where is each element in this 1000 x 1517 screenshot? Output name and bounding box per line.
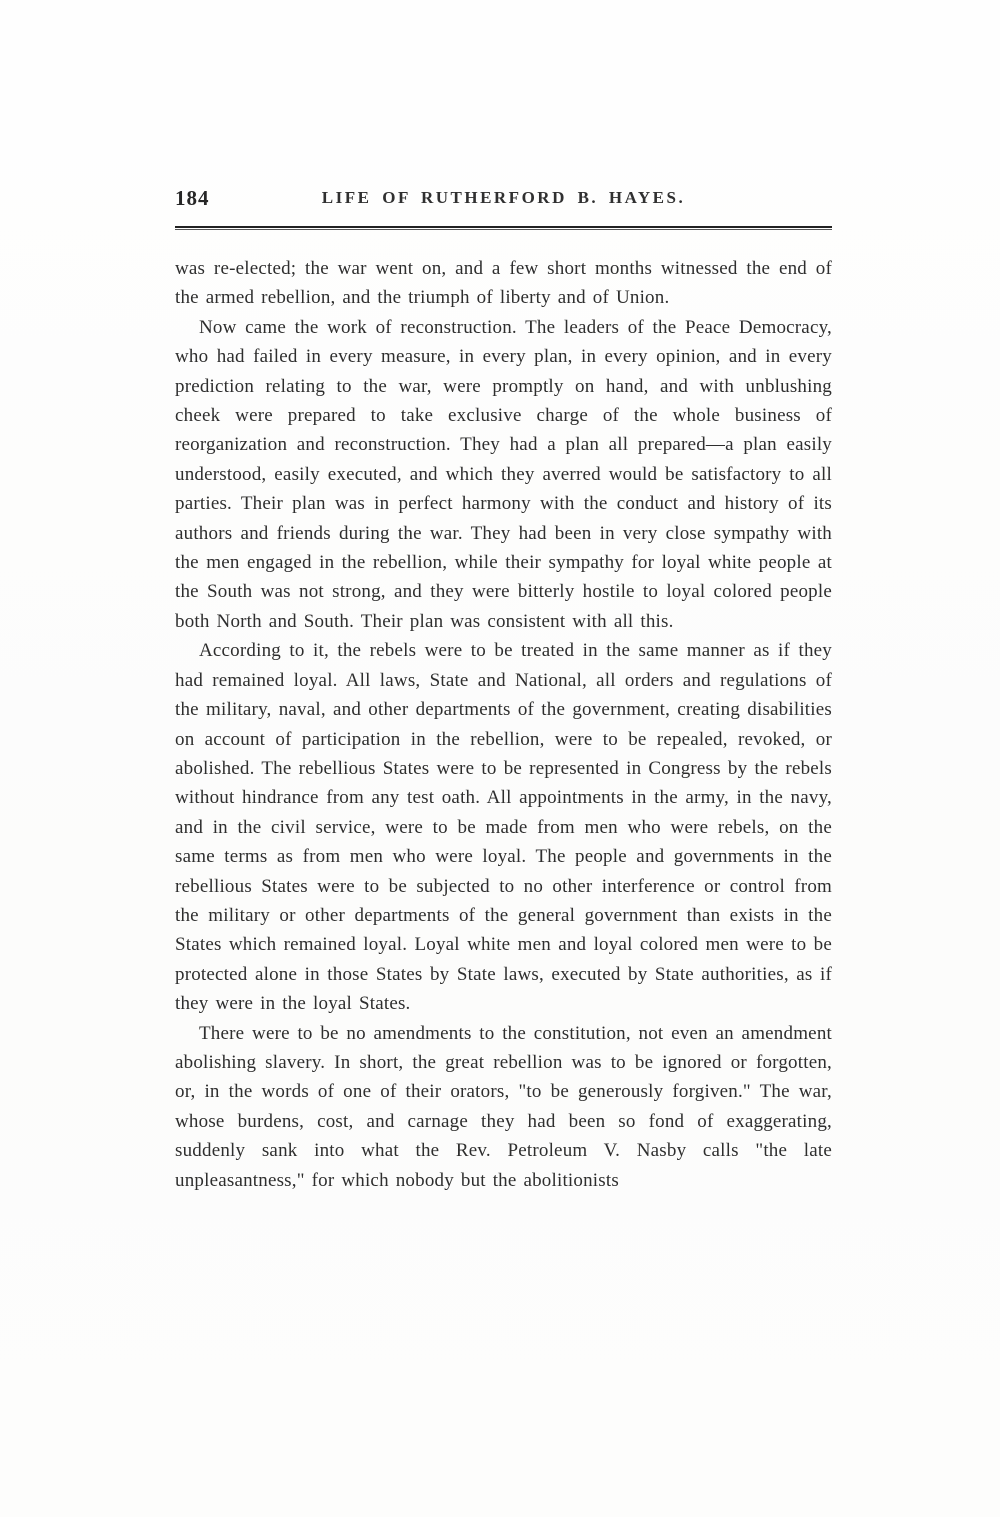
paragraph-rebel-treatment: According to it, the rebels were to be treated in the same manner as if they had remained loyal. All laws, State and National, all orders and regulations of the military, naval, and other departments of the government, creating disabilities on account of participation in the rebellion, were to be repealed, revoked, or abolished. The rebellious States were to be represented in Congress by the rebels without hindrance from any test oath. All appointments in the army, in the navy, and in the civil service, were to be made from men who were rebels, on the same terms as from men who were loyal. The people and governments in the rebellious States were to be subjected to no other interference or control from the military or other departments of the general government than exists in the States which remained loyal. Loyal white men and loyal colored men were to be protected alone in those States by State laws, executed by State authorities, as if they were in the loyal States.: [175, 640, 832, 1015]
page-number: 184: [175, 186, 210, 210]
header-rule: [175, 226, 832, 230]
paragraph-no-amendments: There were to be no amendments to the constitution, not even an amendment abolishing slavery. In short, the great rebellion was to be ignored or forgotten, or, in the words of one of their orators, "to be generously forgiven." The war, whose burdens, cost, and carnage they had been so fond of exaggerating, suddenly sank into what the Rev. Petroleum V. Nasby calls "the late unpleasantness," for which nobody but the abolitionists: [175, 1022, 832, 1191]
running-title: LIFE OF RUTHERFORD B. HAYES.: [321, 188, 686, 207]
page-header: [175, 186, 832, 212]
body-text: [175, 254, 832, 1195]
page-content: [175, 186, 832, 1195]
paragraph-continuation: was re-elected; the war went on, and a few short months witnessed the end of the armed rebellion, and the triumph of liberty and of Union.: [175, 258, 832, 309]
paragraph-reconstruction: Now came the work of reconstruction. The leaders of the Peace Democracy, who had failed in every measure, in every plan, in every opinion, and in every prediction relating to the war, were promptly on hand, and with unblushing cheek were prepared to take exclusive charge of the whole business of reorganization and reconstruction. They had a plan all prepared—a plan easily understood, easily executed, and which they averred would be satisfactory to all parties. Their plan was in perfect harmony with the conduct and history of its authors and friends during the war. They had been in very close sympathy with the men engaged in the rebellion, while their sympathy for loyal white people at the South was not strong, and they were bitterly hostile to loyal colored people both North and South. Their plan was consistent with all this.: [175, 316, 832, 632]
